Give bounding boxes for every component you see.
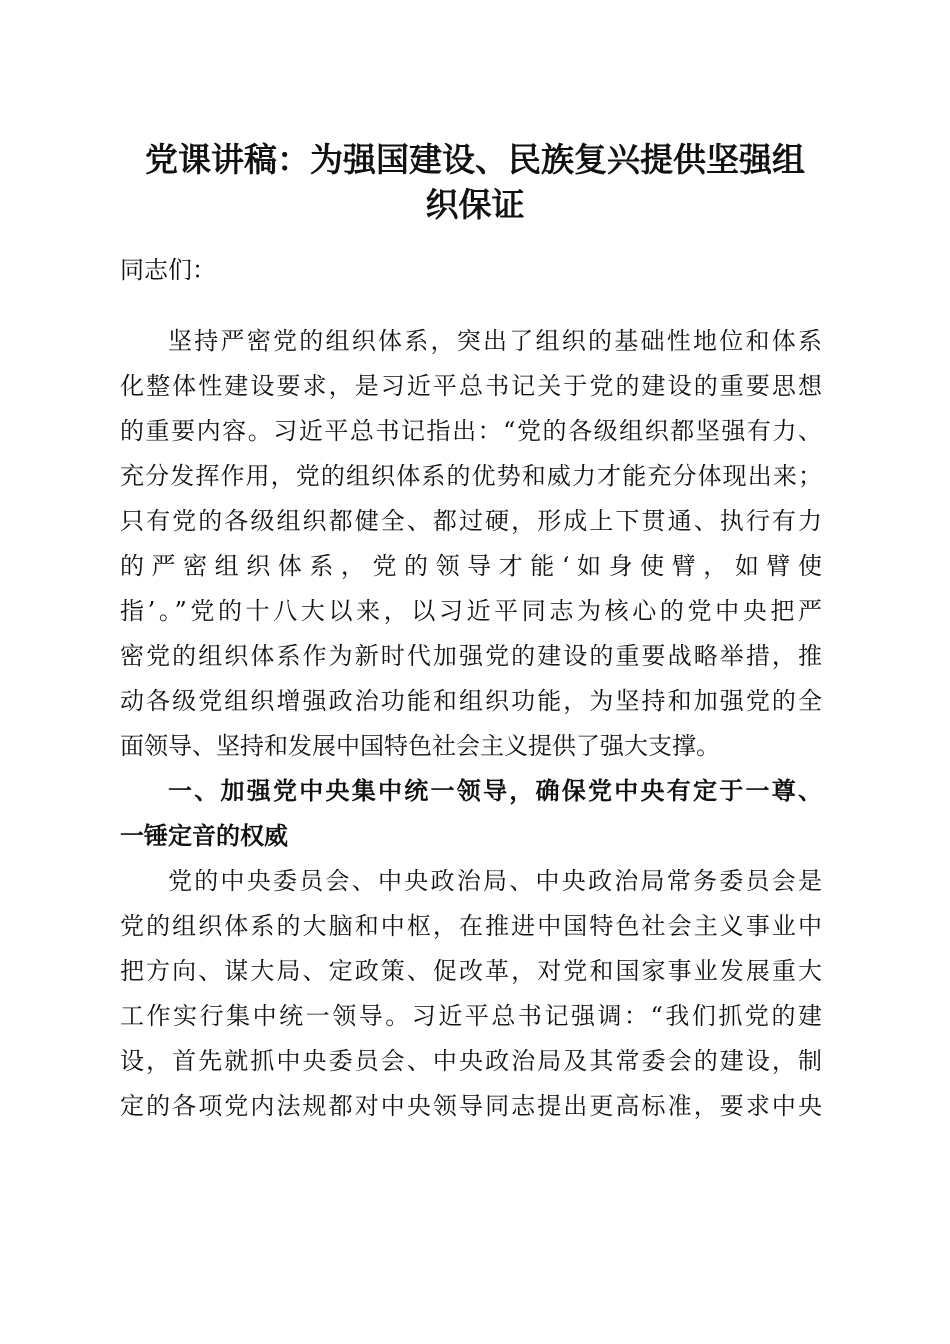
text-line: 把方向、谋大局、定政策、促改革，对党和国家事业发展重大 xyxy=(120,957,822,985)
text-line: 坚持严密党的组织体系，突出了组织的基础性地位和体系 xyxy=(168,327,822,355)
section-heading-1 xyxy=(120,769,822,859)
paragraph-2 xyxy=(120,859,822,1129)
heading-line: 一锤定音的权威 xyxy=(120,822,288,850)
text-line: 指’。”党的十八大以来，以习近平同志为核心的党中央把严 xyxy=(120,597,822,625)
salutation: 同志们： xyxy=(120,256,216,284)
text-line: 工作实行集中统一领导。习近平总书记强调：“我们抓党的建 xyxy=(120,1002,822,1030)
heading-line: 一、加强党中央集中统一领导，确保党中央有定于一尊、 xyxy=(168,777,822,805)
spacer xyxy=(120,293,822,319)
title-line: 党课讲稿：为强国建设、民族复兴提供坚强组 xyxy=(145,140,805,179)
text-line: 定的各项党内法规都对中央领导同志提出更高标准，要求中央 xyxy=(120,1092,822,1120)
text-line: 只有党的各级组织都健全、都过硬，形成上下贯通、执行有力 xyxy=(120,507,822,535)
title-line: 织保证 xyxy=(425,185,525,224)
document-title xyxy=(100,137,850,227)
text-line: 设，首先就抓中央委员会、中央政治局及其常委会的建设，制 xyxy=(120,1047,822,1075)
paragraph-1 xyxy=(120,319,822,769)
text-line: 的重要内容。习近平总书记指出：“党的各级组织都坚强有力、 xyxy=(120,417,822,445)
document-body xyxy=(120,248,822,1129)
text-line: 党的中央委员会、中央政治局、中央政治局常务委员会是 xyxy=(168,867,822,895)
text-line: 化整体性建设要求，是习近平总书记关于党的建设的重要思想 xyxy=(120,372,822,400)
text-line: 充分发挥作用，党的组织体系的优势和威力才能充分体现出来； xyxy=(120,462,822,490)
text-line: 动各级党组织增强政治功能和组织功能，为坚持和加强党的全 xyxy=(120,687,822,715)
text-line: 的严密组织体系，党的领导才能‘如身使臂，如臂使 xyxy=(120,552,822,580)
text-line: 党的组织体系的大脑和中枢，在推进中国特色社会主义事业中 xyxy=(120,912,822,940)
text-line: 密党的组织体系作为新时代加强党的建设的重要战略举措，推 xyxy=(120,642,822,670)
text-line: 面领导、坚持和发展中国特色社会主义提供了强大支撑。 xyxy=(120,732,720,760)
